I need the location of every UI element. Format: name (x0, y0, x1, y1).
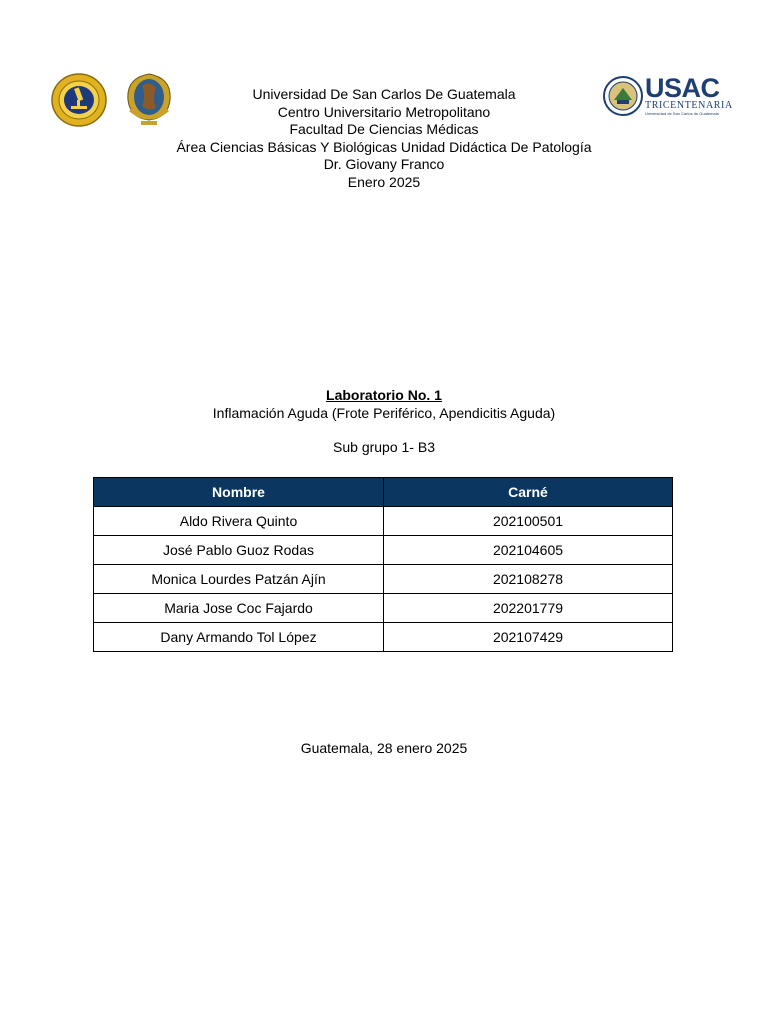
lab-title-block (0, 387, 768, 457)
column-header-name: Nombre (94, 478, 384, 507)
header-date: Enero 2025 (347, 173, 421, 190)
member-name: Aldo Rivera Quinto (94, 507, 384, 536)
university-name: Universidad De San Carlos De Guatemala (252, 86, 516, 102)
table-row (94, 594, 673, 623)
member-carne: 202100501 (384, 507, 673, 536)
table-row (94, 507, 673, 536)
center-name: Centro Universitario Metropolitano (277, 103, 491, 120)
member-name: Maria Jose Coc Fajardo (94, 594, 384, 623)
table-row (94, 536, 673, 565)
subgroup-label: Sub grupo 1- B3 (333, 439, 435, 456)
member-carne: 202108278 (384, 565, 673, 594)
usac-logo-text: USAC (645, 73, 720, 103)
place-date: Guatemala, 28 enero 2025 (300, 740, 468, 756)
member-carne: 202201779 (384, 594, 673, 623)
member-name: Monica Lourdes Patzán Ajín (94, 565, 384, 594)
column-header-carne: Carné (384, 478, 673, 507)
faculty-name: Facultad De Ciencias Médicas (289, 121, 479, 138)
usac-logo-caption: Universidad de San Carlos de Guatemala (645, 111, 719, 116)
member-name: José Pablo Guoz Rodas (94, 536, 384, 565)
member-carne: 202107429 (384, 623, 673, 652)
member-carne: 202104605 (384, 536, 673, 565)
member-name: Dany Armando Tol López (94, 623, 384, 652)
lab-subtitle: Inflamación Aguda (Frote Periférico, Apendicitis Aguda) (212, 404, 556, 421)
members-table (93, 477, 673, 652)
table-header-row (94, 478, 673, 507)
lab-title: Laboratorio No. 1 (326, 387, 442, 403)
usac-logo-subtitle: TRICENTENARIA (645, 100, 733, 111)
area-unit-name: Área Ciencias Básicas Y Biológicas Unidad Didáctica De Patología (176, 138, 592, 155)
table-row (94, 565, 673, 594)
professor-name: Dr. Giovany Franco (323, 156, 445, 173)
document-header (0, 86, 768, 192)
table-row (94, 623, 673, 652)
